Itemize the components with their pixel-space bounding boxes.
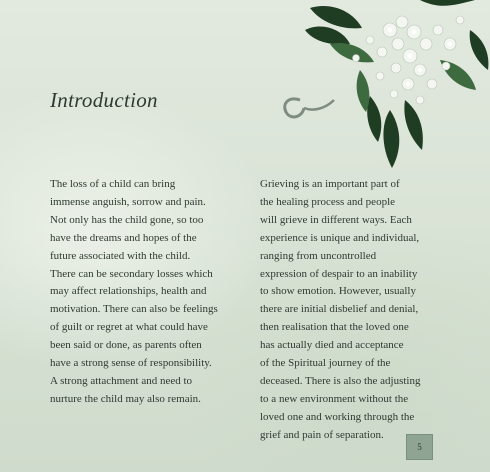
text-line: of the Spiritual journey of the [260, 357, 391, 370]
text-line: have the dreams and hopes of the [50, 231, 197, 244]
right-column [260, 176, 460, 445]
text-line: There can be secondary losses which [50, 267, 213, 280]
text-line: will grieve in different ways. Each [260, 213, 412, 226]
text-line: loved one and working through the [260, 410, 415, 423]
text-line: grief and pain of separation. [260, 428, 384, 441]
text-line: future associated with the child. [50, 249, 191, 262]
text-line: immense anguish, sorrow and pain. [50, 195, 206, 208]
text-line: expression of despair to an inability [260, 267, 418, 280]
text-line: has actually died and acceptance [260, 339, 404, 352]
text-line: The loss of a child can bring [50, 178, 176, 190]
text-line: A strong attachment and need to [50, 374, 193, 387]
text-line: experience is unique and individual, [260, 231, 420, 244]
text-line: then realisation that the loved one [260, 321, 409, 334]
text-line: have a strong sense of responsibility. [50, 357, 212, 370]
text-line: deceased. There is also the adjusting [260, 374, 421, 387]
text-line: the healing process and people [260, 195, 396, 208]
text-line: Grieving is an important part of [260, 178, 400, 190]
text-line: been said or done, as parents often [50, 339, 202, 352]
text-line: motivation. There can also be feelings [50, 303, 218, 316]
text-line: of guilt or regret at what could have [50, 321, 208, 334]
text-line: there are initial disbelief and denial, [260, 303, 419, 316]
page-title: Introduction [50, 88, 158, 112]
text-line: to a new environment without the [260, 392, 409, 405]
page-number: 5 [406, 434, 433, 460]
floral-corner-icon [270, 0, 490, 175]
text-line: to show emotion. However, usually [260, 285, 416, 298]
text-line: nurture the child may also remain. [50, 392, 201, 405]
text-line: ranging from uncontrolled [260, 249, 377, 262]
text-line: Not only has the child gone, so too [50, 213, 204, 226]
text-line: may affect relationships, health and [50, 285, 207, 298]
left-column [50, 176, 250, 409]
